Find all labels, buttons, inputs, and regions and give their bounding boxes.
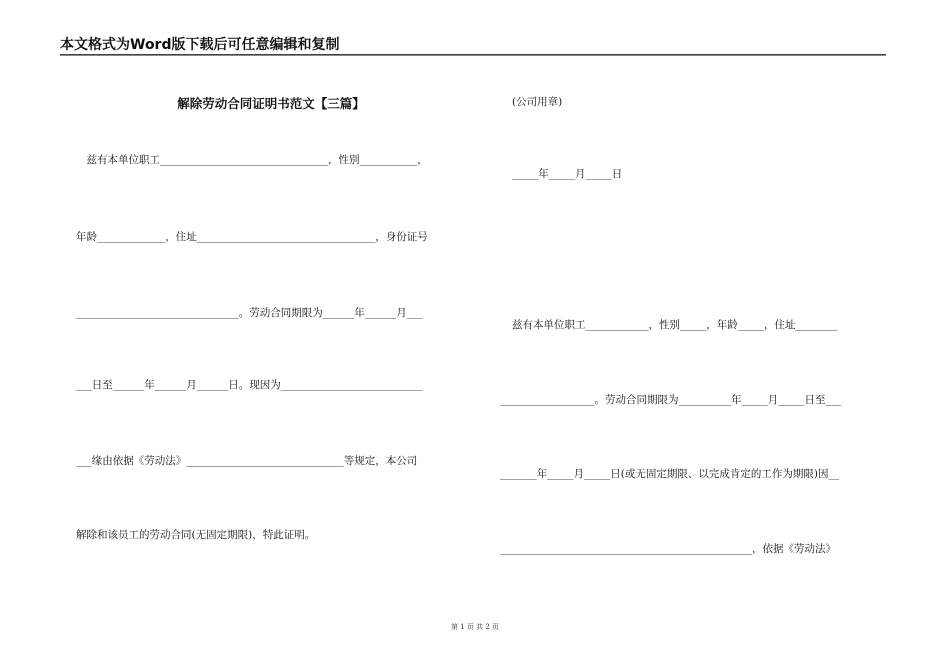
right-paragraph-line: ________________________________________________，依据《劳动法》	[500, 543, 836, 555]
left-paragraph-line: 解除和该员工的劳动合同(无固定期限)，特此证明。	[76, 529, 316, 541]
document-title: 解除劳动合同证明书范文【三篇】	[177, 96, 365, 111]
header-divider	[60, 54, 886, 56]
left-paragraph-line: ___日至______年______月______日。现因为___________________________	[76, 379, 423, 391]
right-paragraph-line: 兹有本单位职工____________，性别_____，年龄_____，住址________	[512, 319, 838, 331]
left-paragraph-line: ___缘由依据《劳动法》______________________________等规定，本公司	[76, 455, 418, 467]
page-number: 第 1 页 共 2 页	[450, 623, 500, 631]
left-paragraph-line: 兹有本单位职工________________________________，性别___________，	[76, 154, 428, 166]
right-paragraph-line: _______年_____月_____日(或无固定期限、以完成肯定的工作为期限)因__	[500, 468, 839, 480]
left-paragraph-line: _______________________________。劳动合同期限为______年______月___	[76, 307, 423, 319]
right-paragraph-line: __________________。劳动合同期限为__________年_____月_____日至___	[500, 394, 842, 406]
date-line: _____年_____月_____日	[512, 168, 623, 180]
left-paragraph-line: 年龄_____________，住址__________________________________，身份证号	[76, 231, 428, 243]
document-banner: 本文格式为Word版下载后可任意编辑和复制	[60, 37, 340, 53]
company-seal-label: (公司用章)	[512, 96, 563, 108]
